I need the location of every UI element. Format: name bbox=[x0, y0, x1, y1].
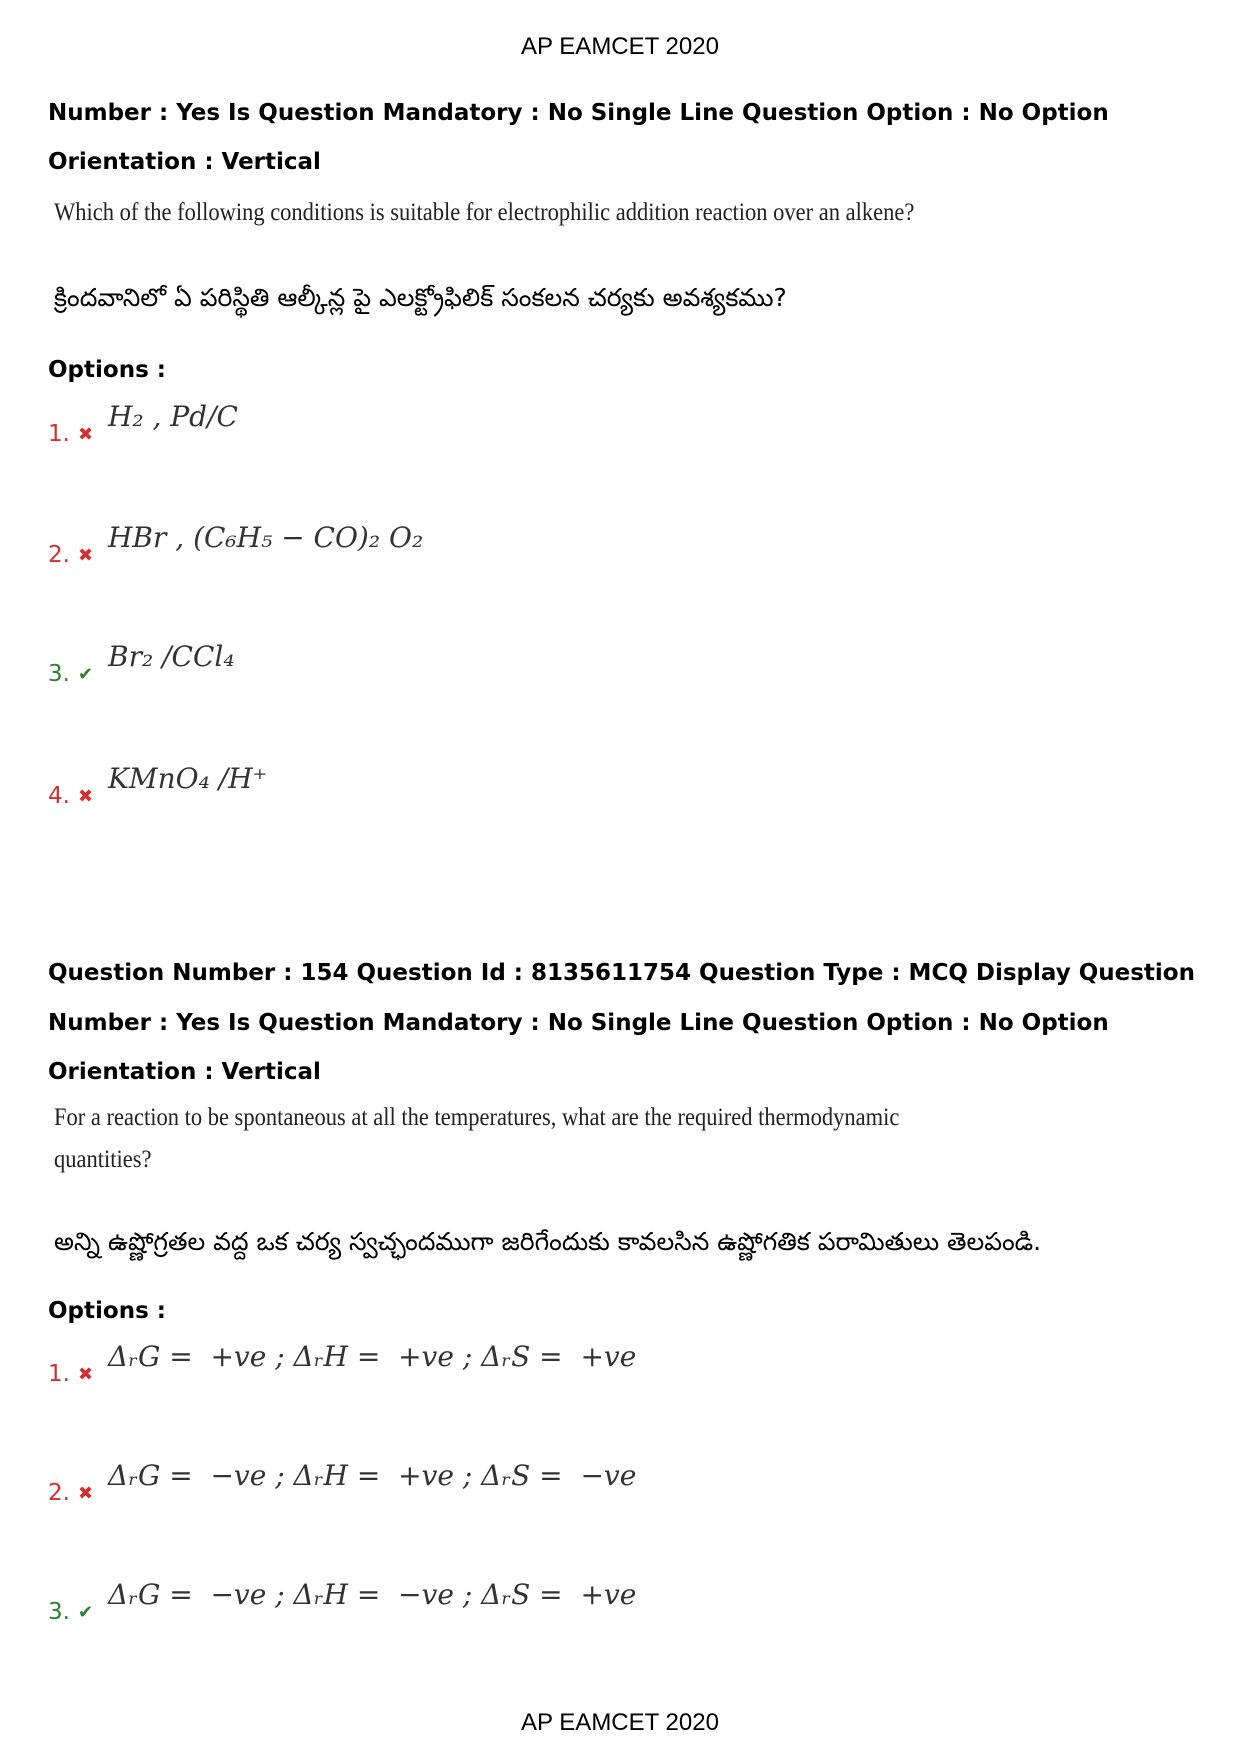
option-3 bbox=[48, 640, 235, 687]
check-icon: ✔ bbox=[78, 1602, 94, 1623]
option-formula: H₂ , Pd/C bbox=[108, 400, 238, 433]
option-2 bbox=[48, 521, 423, 568]
question-text-te: క్రిందవానిలో ఏ పరిస్థితి ఆల్కీన్ల పై ఎలక్ట్రోఫిలిక్ సంకలన చర్యకు అవశ్యకము? bbox=[54, 283, 787, 312]
option-number: 3. bbox=[48, 661, 70, 687]
question-meta-line: Number : Yes Is Question Mandatory : No Single Line Question Option : No Option bbox=[48, 100, 1109, 126]
question-meta-line: Number : Yes Is Question Mandatory : No Single Line Question Option : No Option bbox=[48, 1010, 1109, 1036]
option-number: 3. bbox=[48, 1599, 70, 1625]
page-header: AP EAMCET 2020 bbox=[521, 33, 719, 60]
options-label: Options : bbox=[48, 357, 166, 383]
option-number: 1. bbox=[48, 421, 70, 447]
option-number: 2. bbox=[48, 542, 70, 568]
option-2 bbox=[48, 1459, 636, 1506]
option-formula: KMnO₄ /H⁺ bbox=[108, 762, 268, 795]
question-meta-line: Orientation : Vertical bbox=[48, 1059, 321, 1085]
option-number: 4. bbox=[48, 783, 70, 809]
option-1 bbox=[48, 400, 238, 447]
option-4 bbox=[48, 762, 267, 809]
page-footer: AP EAMCET 2020 bbox=[521, 1709, 719, 1736]
question-meta-line: Question Number : 154 Question Id : 8135611754 Question Type : MCQ Display Question bbox=[48, 960, 1195, 986]
cross-icon: ✖ bbox=[78, 424, 94, 445]
option-formula: HBr , (C₆H₅ − CO)₂ O₂ bbox=[108, 521, 424, 554]
cross-icon: ✖ bbox=[78, 1364, 94, 1385]
option-number: 2. bbox=[48, 1480, 70, 1506]
cross-icon: ✖ bbox=[78, 545, 94, 566]
question-text-en: Which of the following conditions is suitable for electrophilic addition reaction over an alkene? bbox=[54, 199, 915, 226]
option-formula: ΔᵣG = −ve ; ΔᵣH = −ve ; ΔᵣS = +ve bbox=[108, 1578, 637, 1611]
question-text-en: quantities? bbox=[54, 1146, 152, 1173]
option-formula: Br₂ /CCl₄ bbox=[108, 640, 235, 673]
option-formula: ΔᵣG = −ve ; ΔᵣH = +ve ; ΔᵣS = −ve bbox=[108, 1459, 637, 1492]
question-text-en: For a reaction to be spontaneous at all the temperatures, what are the required thermodynamic bbox=[54, 1104, 900, 1131]
check-icon: ✔ bbox=[78, 664, 94, 685]
option-number: 1. bbox=[48, 1361, 70, 1387]
option-formula: ΔᵣG = +ve ; ΔᵣH = +ve ; ΔᵣS = +ve bbox=[108, 1340, 637, 1373]
question-text-te: అన్ని ఉష్ణోగ్రతల వద్ద ఒక చర్య స్వచ్ఛందముగా జరిగేందుకు కావలసిన ఉష్ణోగతిక పరామితులు తెలపండి. bbox=[54, 1227, 1042, 1256]
options-label: Options : bbox=[48, 1298, 166, 1324]
option-1 bbox=[48, 1340, 636, 1387]
cross-icon: ✖ bbox=[78, 786, 94, 807]
question-meta-line: Orientation : Vertical bbox=[48, 149, 321, 175]
cross-icon: ✖ bbox=[78, 1483, 94, 1504]
option-3 bbox=[48, 1578, 636, 1625]
